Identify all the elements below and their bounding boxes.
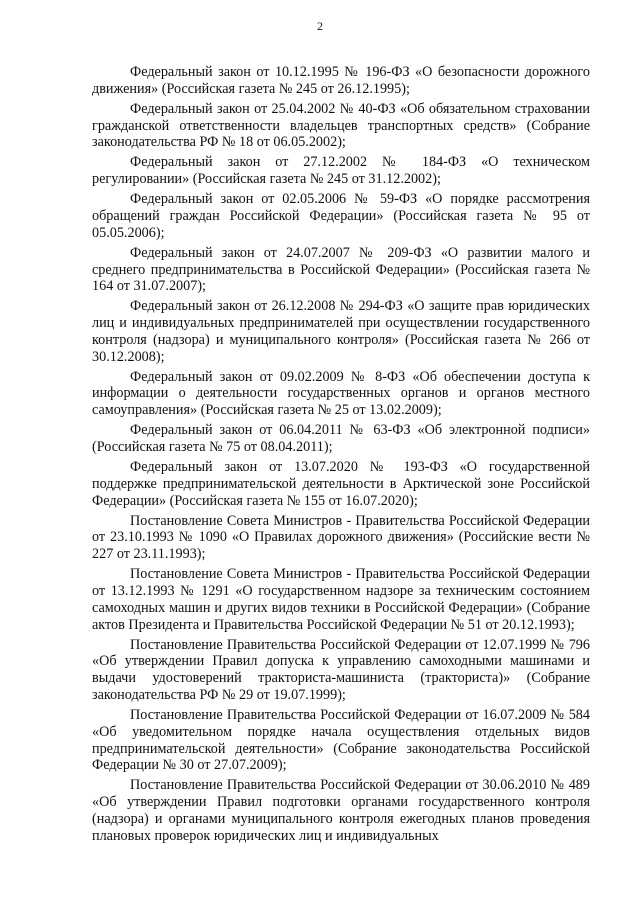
reference-paragraph: Федеральный закон от 26.12.2008 № 294-ФЗ «О защите прав юридических лиц и индивидуальных предпринимателей при осуществлении государственного контроля (надзора) и муниципального контроля» (Российская газета № 266 от 30.12.2008); xyxy=(92,298,590,365)
reference-paragraph: Федеральный закон от 02.05.2006 № 59-ФЗ «О порядке рассмотрения обращений граждан Российской Федерации» (Российская газета № 95 от 05.05.2006); xyxy=(92,191,590,241)
reference-paragraph: Федеральный закон от 09.02.2009 № 8-ФЗ «Об обеспечении доступа к информации о деятельности государственных органов и органов местного самоуправления» (Российская газета № 25 от 13.02.2009); xyxy=(92,368,590,419)
legal-references-list xyxy=(92,64,590,845)
reference-paragraph: Федеральный закон от 25.04.2002 № 40-ФЗ «Об обязательном страховании гражданской ответственности владельцев транспортных средств» (Собрание законодательства РФ № 18 от 06.05.2002); xyxy=(92,100,590,151)
reference-paragraph: Федеральный закон от 27.12.2002 № 184-ФЗ «О техническом регулировании» (Российская газета № 245 от 31.12.2002); xyxy=(92,154,590,188)
reference-paragraph: Постановление Правительства Российской Федерации от 12.07.1999 № 796 «Об утверждении Правил допуска к управлению самоходными машинами и выдачи удостоверений тракториста-машиниста (тракториста)» (Собрание законодательства РФ № 29 от 19.07.1999); xyxy=(92,636,590,703)
reference-paragraph: Федеральный закон от 06.04.2011 № 63-ФЗ «Об электронной подписи» (Российская газета № 75 от 08.04.2011); xyxy=(92,422,590,456)
reference-paragraph: Постановление Совета Министров - Правительства Российской Федерации от 13.12.1993 № 1291 «О государственном надзоре за техническим состоянием самоходных машин и других видов техники в Российской Федерации» (Собрание актов Президента и Правительства Российской Федерации № 51 от 20.12.1993); xyxy=(92,566,590,633)
reference-paragraph: Постановление Правительства Российской Федерации от 16.07.2009 № 584 «Об уведомительном порядке начала осуществления отдельных видов предпринимательской деятельности» (Собрание законодательства Российской Федерации № 30 от 27.07.2009); xyxy=(92,706,590,774)
reference-paragraph: Постановление Правительства Российской Федерации от 30.06.2010 № 489 «Об утверждении Правил подготовки органами государственного контроля (надзора) и органами муниципального контроля ежегодных планов проведения плановых проверок юридических лиц и индивидуальных xyxy=(92,777,590,844)
page-number: 2 xyxy=(317,19,323,33)
reference-paragraph: Федеральный закон от 10.12.1995 № 196-ФЗ «О безопасности дорожного движения» (Российская газета № 245 от 26.12.1995); xyxy=(92,64,590,97)
reference-paragraph: Федеральный закон от 13.07.2020 № 193-ФЗ «О государственной поддержке предпринимательской деятельности в Арктической зоне Российской Федерации» (Российская газета № 155 от 16.07.2020); xyxy=(92,459,590,509)
reference-paragraph: Постановление Совета Министров - Правительства Российской Федерации от 23.10.1993 № 1090 «О Правилах дорожного движения» (Российские вести № 227 от 23.11.1993); xyxy=(92,512,590,563)
reference-paragraph: Федеральный закон от 24.07.2007 № 209-ФЗ «О развитии малого и среднего предпринимательства в Российской Федерации» (Российская газета № 164 от 31.07.2007); xyxy=(92,244,590,295)
